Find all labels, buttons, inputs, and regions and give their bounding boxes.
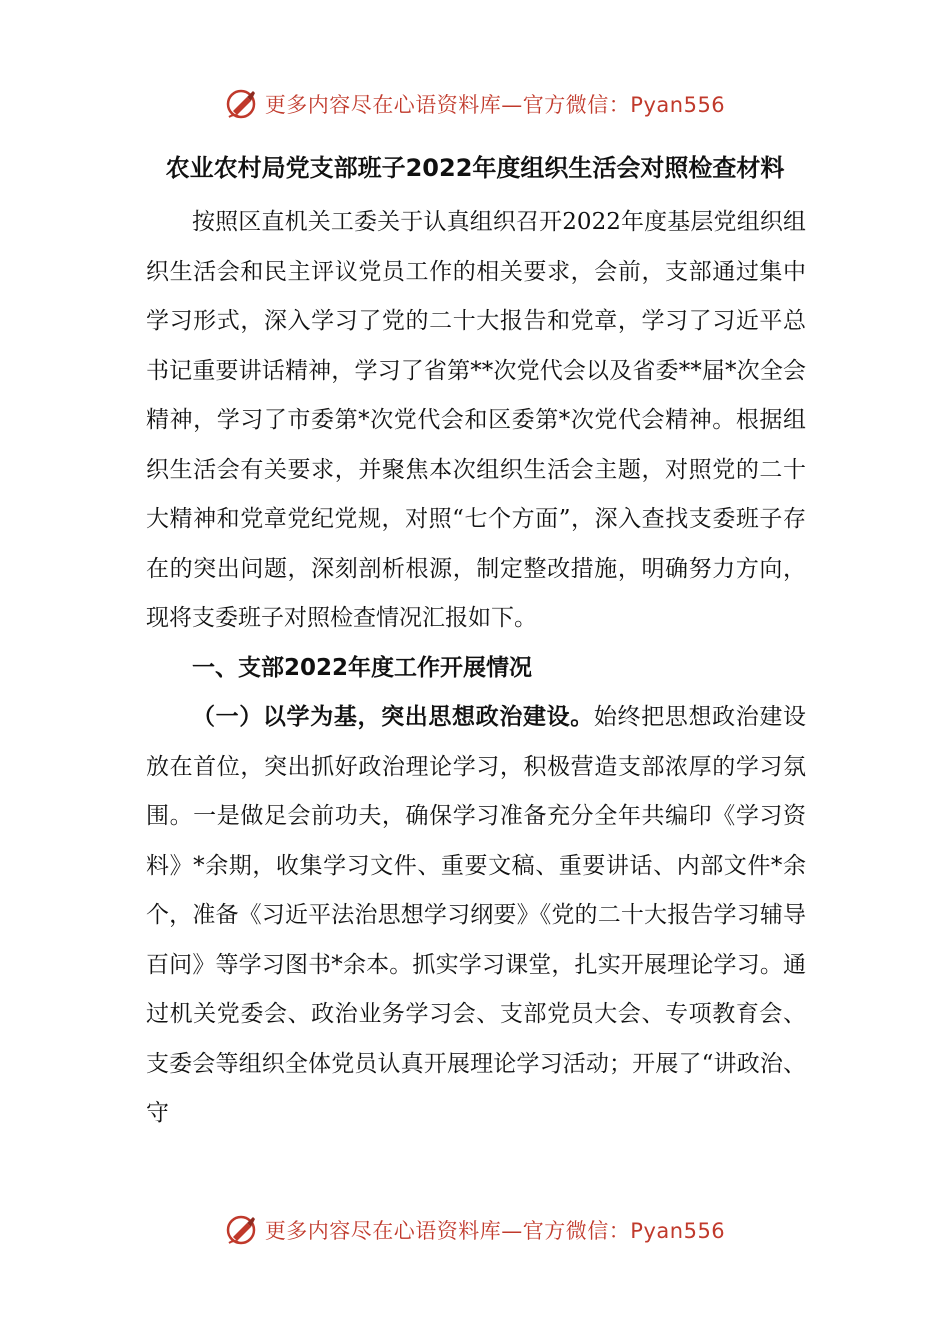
intro-paragraph: 按照区直机关工委关于认真组织召开2022年度基层党组织组织生活会和民主评议党员工作的相关要求，会前，支部通过集中学习形式，深入学习了党的二十大报告和党章，学习了习近平总书记重要讲话精神，学习了省第**次党代会以及省委**届*次全会精神，学习了市委第*次党代会和区委第*次党代会精神。根据组织生活会有关要求，并聚焦本次组织生活会主题，对照党的二十大精神和党章党纪党规，对照“七个方面”，深入查找支委班子存在的突出问题，深刻剖析根源，制定整改措施，明确努力方向，现将支委班子对照检查情况汇报如下。 <box>146 209 806 631</box>
document-title: 农业农村局党支部班子2022年度组织生活会对照检查材料 <box>165 154 785 182</box>
watermark-banner-bottom <box>0 1210 950 1250</box>
pen-nib-logo-icon <box>225 1213 259 1247</box>
subsection-lead: （一）以学为基，突出思想政治建设。 <box>192 704 594 730</box>
pen-nib-logo-icon <box>225 87 259 121</box>
watermark-text: 更多内容尽在心语资料库—官方微信：Pyan556 <box>264 93 726 117</box>
subsection-text: 始终把思想政治建设放在首位，突出抓好政治理论学习，积极营造支部浓厚的学习氛围。一是做足会前功夫，确保学习准备充分全年共编印《学习资料》*余期，收集学习文件、重要文稿、重要讲话、内部文件*余个，准备《习近平法治思想学习纲要》《党的二十大报告学习辅导百问》等学习图书*余本。抓实学习课堂，扎实开展理论学习。通过机关党委会、政治业务学习会、支部党员大会、专项教育会、支委会等组织全体党员认真开展理论学习活动；开展了“讲政治、守 <box>146 704 807 1126</box>
document-body <box>146 198 806 1139</box>
watermark-text: 更多内容尽在心语资料库—官方微信：Pyan556 <box>264 1219 726 1243</box>
watermark-banner-top <box>0 84 950 124</box>
section-heading: 一、支部2022年度工作开展情况 <box>192 654 533 681</box>
subsection-paragraph <box>146 693 806 1139</box>
